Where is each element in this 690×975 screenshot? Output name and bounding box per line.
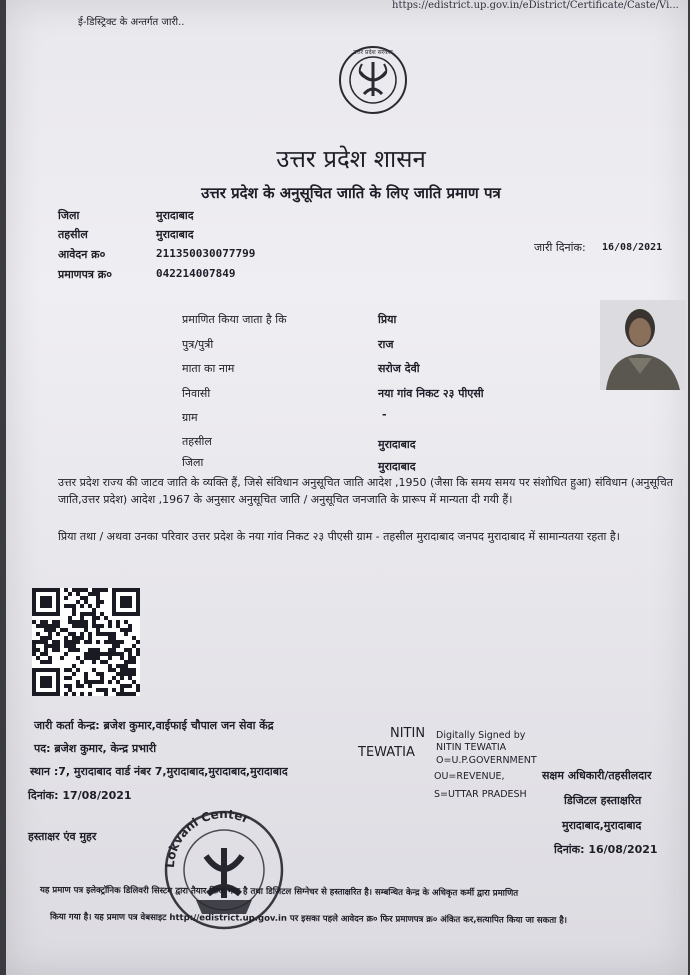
mother-value: सरोज देवी (378, 362, 420, 375)
person-district-label: जिला (182, 456, 204, 469)
digital-sig-line3: O=U.P.GOVERNMENT (436, 755, 537, 766)
certify-label: प्रमाणित किया जाता है कि (182, 313, 287, 326)
digital-sig-line2: NITIN TEWATIA (436, 742, 507, 753)
qr-code (32, 588, 140, 696)
issuer-place: स्थान :7, मुरादाबाद वार्ड नंबर 7,मुरादाबाद,मुरादाबाद,मुरादाबाद (30, 765, 288, 778)
issue-date-label: जारी दिनांक: (534, 241, 586, 254)
authority-title: सक्षम अधिकारी/तहसीलदार (542, 769, 652, 782)
digital-sig-line5: S=UTTAR PRADESH (434, 789, 527, 800)
authority-digital: डिजिटल हस्ताक्षरित (564, 794, 642, 807)
footer-line-1: यह प्रमाण पत्र इलेक्ट्रॉनिक डिलिवरी सिस्टम द्वारा तैयार किया गया है तथा डिजिटल सिग्नेचर से हस्ताक्षरित है। सम्बन्धित केन्द्र के अधिकृत कर्मी द्वारा प्रमाणित (39, 885, 519, 899)
issuer-post: पद: ब्रजेश कुमार, केन्द्र प्रभारी (34, 742, 157, 755)
parent-value: राज (378, 338, 394, 351)
caste-statement: उत्तर प्रदेश राज्य की जाटव जाति के व्यक्ति हैं, जिसे संविधान अनुसूचित जाति आदेश ,1950 (जैसा कि समय समय पर संशोधित हुआ) संविधान (अनुसूचित जाति,उत्तर प्रदेश) आदेश ,1967 के अनुसार अनुसूचित जाति / अनुसूचित जनजाति के प्रारूप में मान्यता दी गयी हैं। (58, 476, 674, 506)
tehsil-value: मुरादाबाद (156, 228, 194, 241)
resident-value: नया गांव निकट २३ पीएसी (378, 387, 484, 400)
issue-date-value: 16/08/2021 (602, 242, 663, 253)
issuer-date: दिनांक: 17/08/2021 (28, 789, 132, 802)
signer-name-first: NITIN (390, 726, 426, 741)
issuer-sign-label: हस्ताक्षर एंव मुहर (28, 830, 97, 843)
village-value: - (382, 408, 387, 421)
name-value: प्रिया (378, 313, 397, 326)
applicant-photo (600, 300, 686, 390)
application-no-value: 211350030077799 (156, 247, 256, 260)
authority-place: मुरादाबाद,मुरादाबाद (562, 819, 642, 832)
footer-line-2: किया गया है। यह प्रमाण पत्र वेबसाइट http://edistrict.up.gov.in पर इसका पहले आवेदन क्र० फिर प्रमाणपत्र क्र० अंकित कर,सत्यापित किया जा सकता है। (49, 912, 567, 926)
signer-name-last: TEWATIA (358, 745, 415, 760)
seal-text: Lokvani Center (162, 806, 252, 869)
village-label: ग्राम (182, 411, 198, 424)
resident-label: निवासी (182, 387, 211, 400)
district-value: मुरादाबाद (156, 209, 194, 222)
certificate-no-label: प्रमाणपत्र क्र० (58, 268, 112, 281)
parent-label: पुत्र/पुत्री (182, 338, 214, 351)
district-label: जिला (58, 209, 80, 222)
certificate-no-value: 042214007849 (156, 267, 236, 280)
digital-sig-line4: OU=REVENUE, (434, 771, 505, 782)
digital-sig-line1: Digitally Signed by (436, 730, 526, 741)
up-government-emblem-icon (330, 44, 416, 116)
url-header: https://edistrict.up.gov.in/eDistrict/Certificate/Caste/Vi... (392, 0, 679, 11)
page-title: उत्तर प्रदेश शासन (276, 145, 426, 173)
authority-date: दिनांक: 16/08/2021 (554, 843, 658, 856)
certificate-page (6, 0, 688, 975)
person-district-value: मुरादाबाद (378, 460, 416, 473)
tehsil-label: तहसील (58, 228, 88, 241)
issuing-center: जारी कर्ता केन्द्र: ब्रजेश कुमार,वाईफाई चौपाल जन सेवा केंद्र (34, 719, 274, 732)
emblem-text: उत्तर प्रदेश सरकार (353, 49, 393, 56)
person-tehsil-label: तहसील (182, 435, 212, 448)
person-tehsil-value: मुरादाबाद (378, 438, 416, 451)
application-no-label: आवेदन क्र० (58, 248, 106, 261)
mother-label: माता का नाम (182, 362, 235, 375)
top-note: ई-डिस्ट्रिक्ट के अन्तर्गत जारी.. (78, 17, 185, 28)
residence-statement: प्रिया तथा / अथवा उनका परिवार उत्तर प्रदेश के नया गांव निकट २३ पीएसी ग्राम - तहसील मुरादाबाद जनपद मुरादाबाद में सामान्यतया रहता है। (58, 530, 620, 543)
certificate-subtitle: उत्तर प्रदेश के अनुसूचित जाति के लिए जाति प्रमाण पत्र (201, 184, 501, 202)
